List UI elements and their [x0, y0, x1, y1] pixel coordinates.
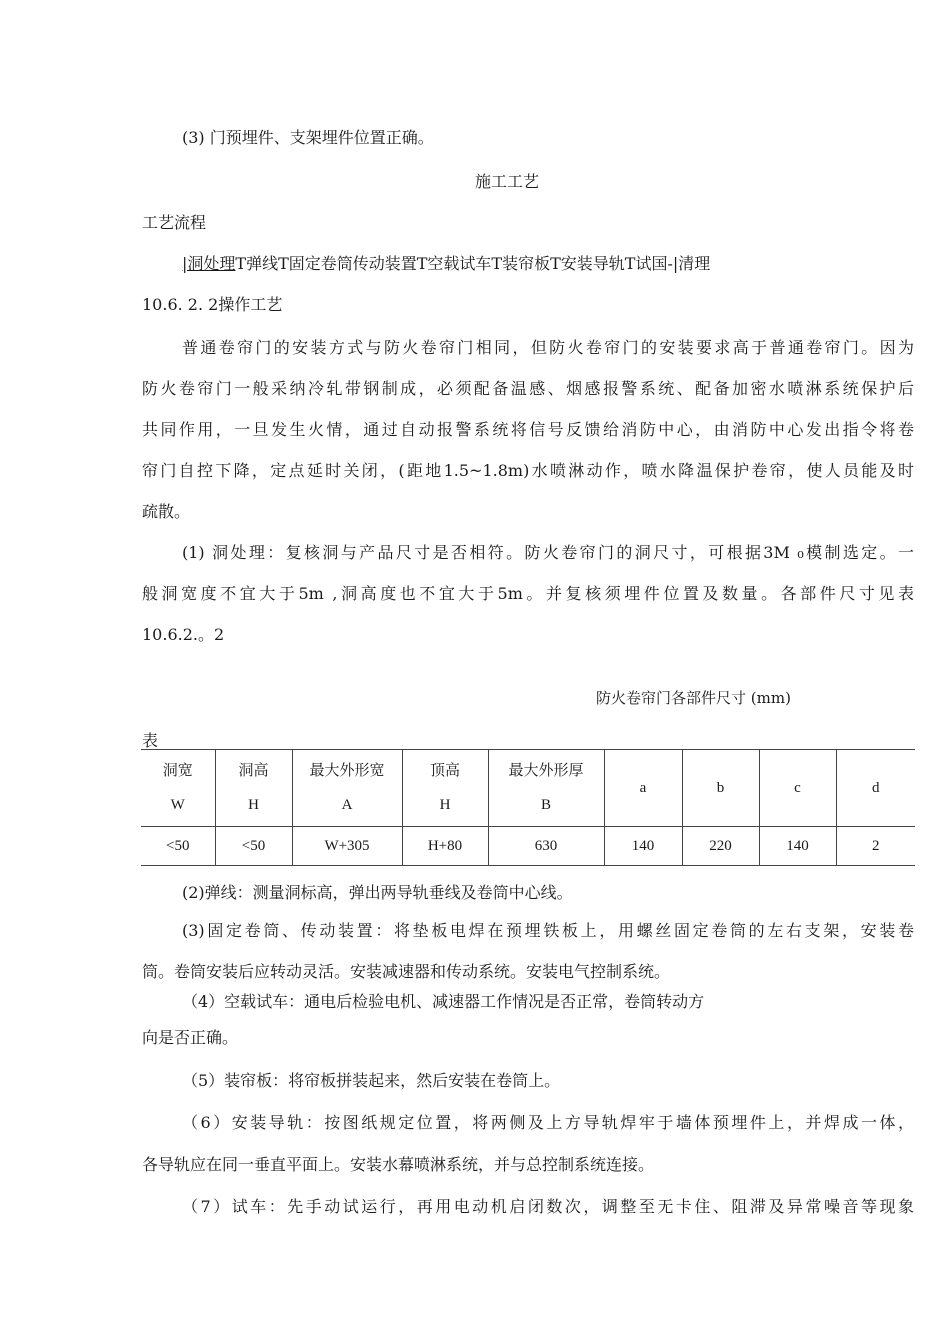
header-cell: 洞高 H — [215, 750, 292, 827]
header-cell: 顶高 H — [402, 750, 488, 827]
table-header-row — [141, 750, 915, 827]
spec-table — [141, 749, 915, 866]
header-cell: c — [759, 750, 836, 827]
flow-first-step: |洞处理 — [182, 254, 236, 273]
table-caption: 防火卷帘门各部件尺寸 (mm) — [596, 689, 791, 707]
intro-line-2: 防火卷帘门一般采纳冷轧带钢制成，必须配备温感、烟感报警系统、配备加密水喷淋系统保护后 — [142, 379, 914, 398]
intro-line-4: 帘门自控下降，定点延时关闭，(距地1.5~1.8m)水喷淋动作，喷水降温保护卷帘，使人员能及时 — [142, 461, 914, 480]
table-cell: 630 — [488, 827, 604, 866]
header-cell: 洞宽 W — [141, 750, 215, 827]
prev-item: (3) 门预埋件、支架埋件位置正确。 — [182, 128, 434, 147]
header-cell: 最大外形厚 B — [488, 750, 604, 827]
table-cell: W+305 — [292, 827, 402, 866]
intro-line-1: 普通卷帘门的安装方式与防火卷帘门相同，但防火卷帘门的安装要求高于普通卷帘门。因为 — [182, 338, 914, 357]
table-cell: 140 — [604, 827, 682, 866]
header-cell: b — [682, 750, 759, 827]
step4-line-1: （4）空载试车：通电后检验电机、减速器工作情况是否正常，卷筒转动方 — [182, 992, 705, 1011]
process-flow — [182, 254, 710, 274]
table-cell: 140 — [759, 827, 836, 866]
table-label: 表 — [142, 731, 159, 750]
step1-line-2: 般洞宽度不宜大于5m ,洞高度也不宜大于5m。并复核须埋件位置及数量。各部件尺寸见表 — [142, 584, 914, 603]
flow-heading: 工艺流程 — [142, 213, 207, 232]
step6-line-2: 各导轨应在同一垂直平面上。安装水幕喷淋系统，并与总控制系统连接。 — [142, 1155, 655, 1174]
step6-line-1: （6）安装导轨：按图纸规定位置，将两侧及上方导轨焊牢于墙体预埋件上，并焊成一体， — [182, 1113, 914, 1132]
step3-line-1: (3)固定卷筒、传动装置：将垫板电焊在预埋铁板上，用螺丝固定卷筒的左右支架，安装卷 — [182, 921, 914, 940]
table-cell: <50 — [215, 827, 292, 866]
table-cell: 2 — [836, 827, 915, 866]
step7: （7）试车：先手动试运行，再用电动机启闭数次，调整至无卡住、阻滞及异常噪音等现象 — [182, 1197, 914, 1216]
step4-line-2: 向是否正确。 — [142, 1028, 239, 1047]
table-cell: H+80 — [402, 827, 488, 866]
header-cell: d — [836, 750, 915, 827]
intro-line-3: 共同作用，一旦发生火情，通过自动报警系统将信号反馈给消防中心，由消防中心发出指令将卷 — [142, 420, 914, 439]
step1-line-3: 10.6.2.。2 — [142, 625, 225, 644]
step3-line-2: 筒。卷筒安装后应转动灵活。安装减速器和传动系统。安装电气控制系统。 — [142, 962, 671, 981]
operation-heading: 10.6. 2. 2操作工艺 — [142, 295, 283, 314]
step2: (2)弹线：测量洞标高，弹出两导轨垂线及卷筒中心线。 — [182, 883, 573, 902]
flow-rest: T弹线T固定卷筒传动装置T空载试车T装帘板T安装导轨T试国-|清理 — [235, 254, 711, 273]
header-cell: 最大外形宽 A — [292, 750, 402, 827]
header-cell: a — [604, 750, 682, 827]
step5: （5）装帘板：将帘板拼装起来，然后安装在卷筒上。 — [182, 1071, 561, 1090]
table-cell: <50 — [141, 827, 215, 866]
table-row — [141, 827, 915, 866]
section-title: 施工工艺 — [475, 172, 540, 191]
intro-line-5: 疏散。 — [142, 502, 191, 521]
step1-line-1: (1) 洞处理：复核洞与产品尺寸是否相符。防火卷帘门的洞尺寸，可根据3M ₀模制选定。一 — [182, 543, 914, 562]
table-cell: 220 — [682, 827, 759, 866]
